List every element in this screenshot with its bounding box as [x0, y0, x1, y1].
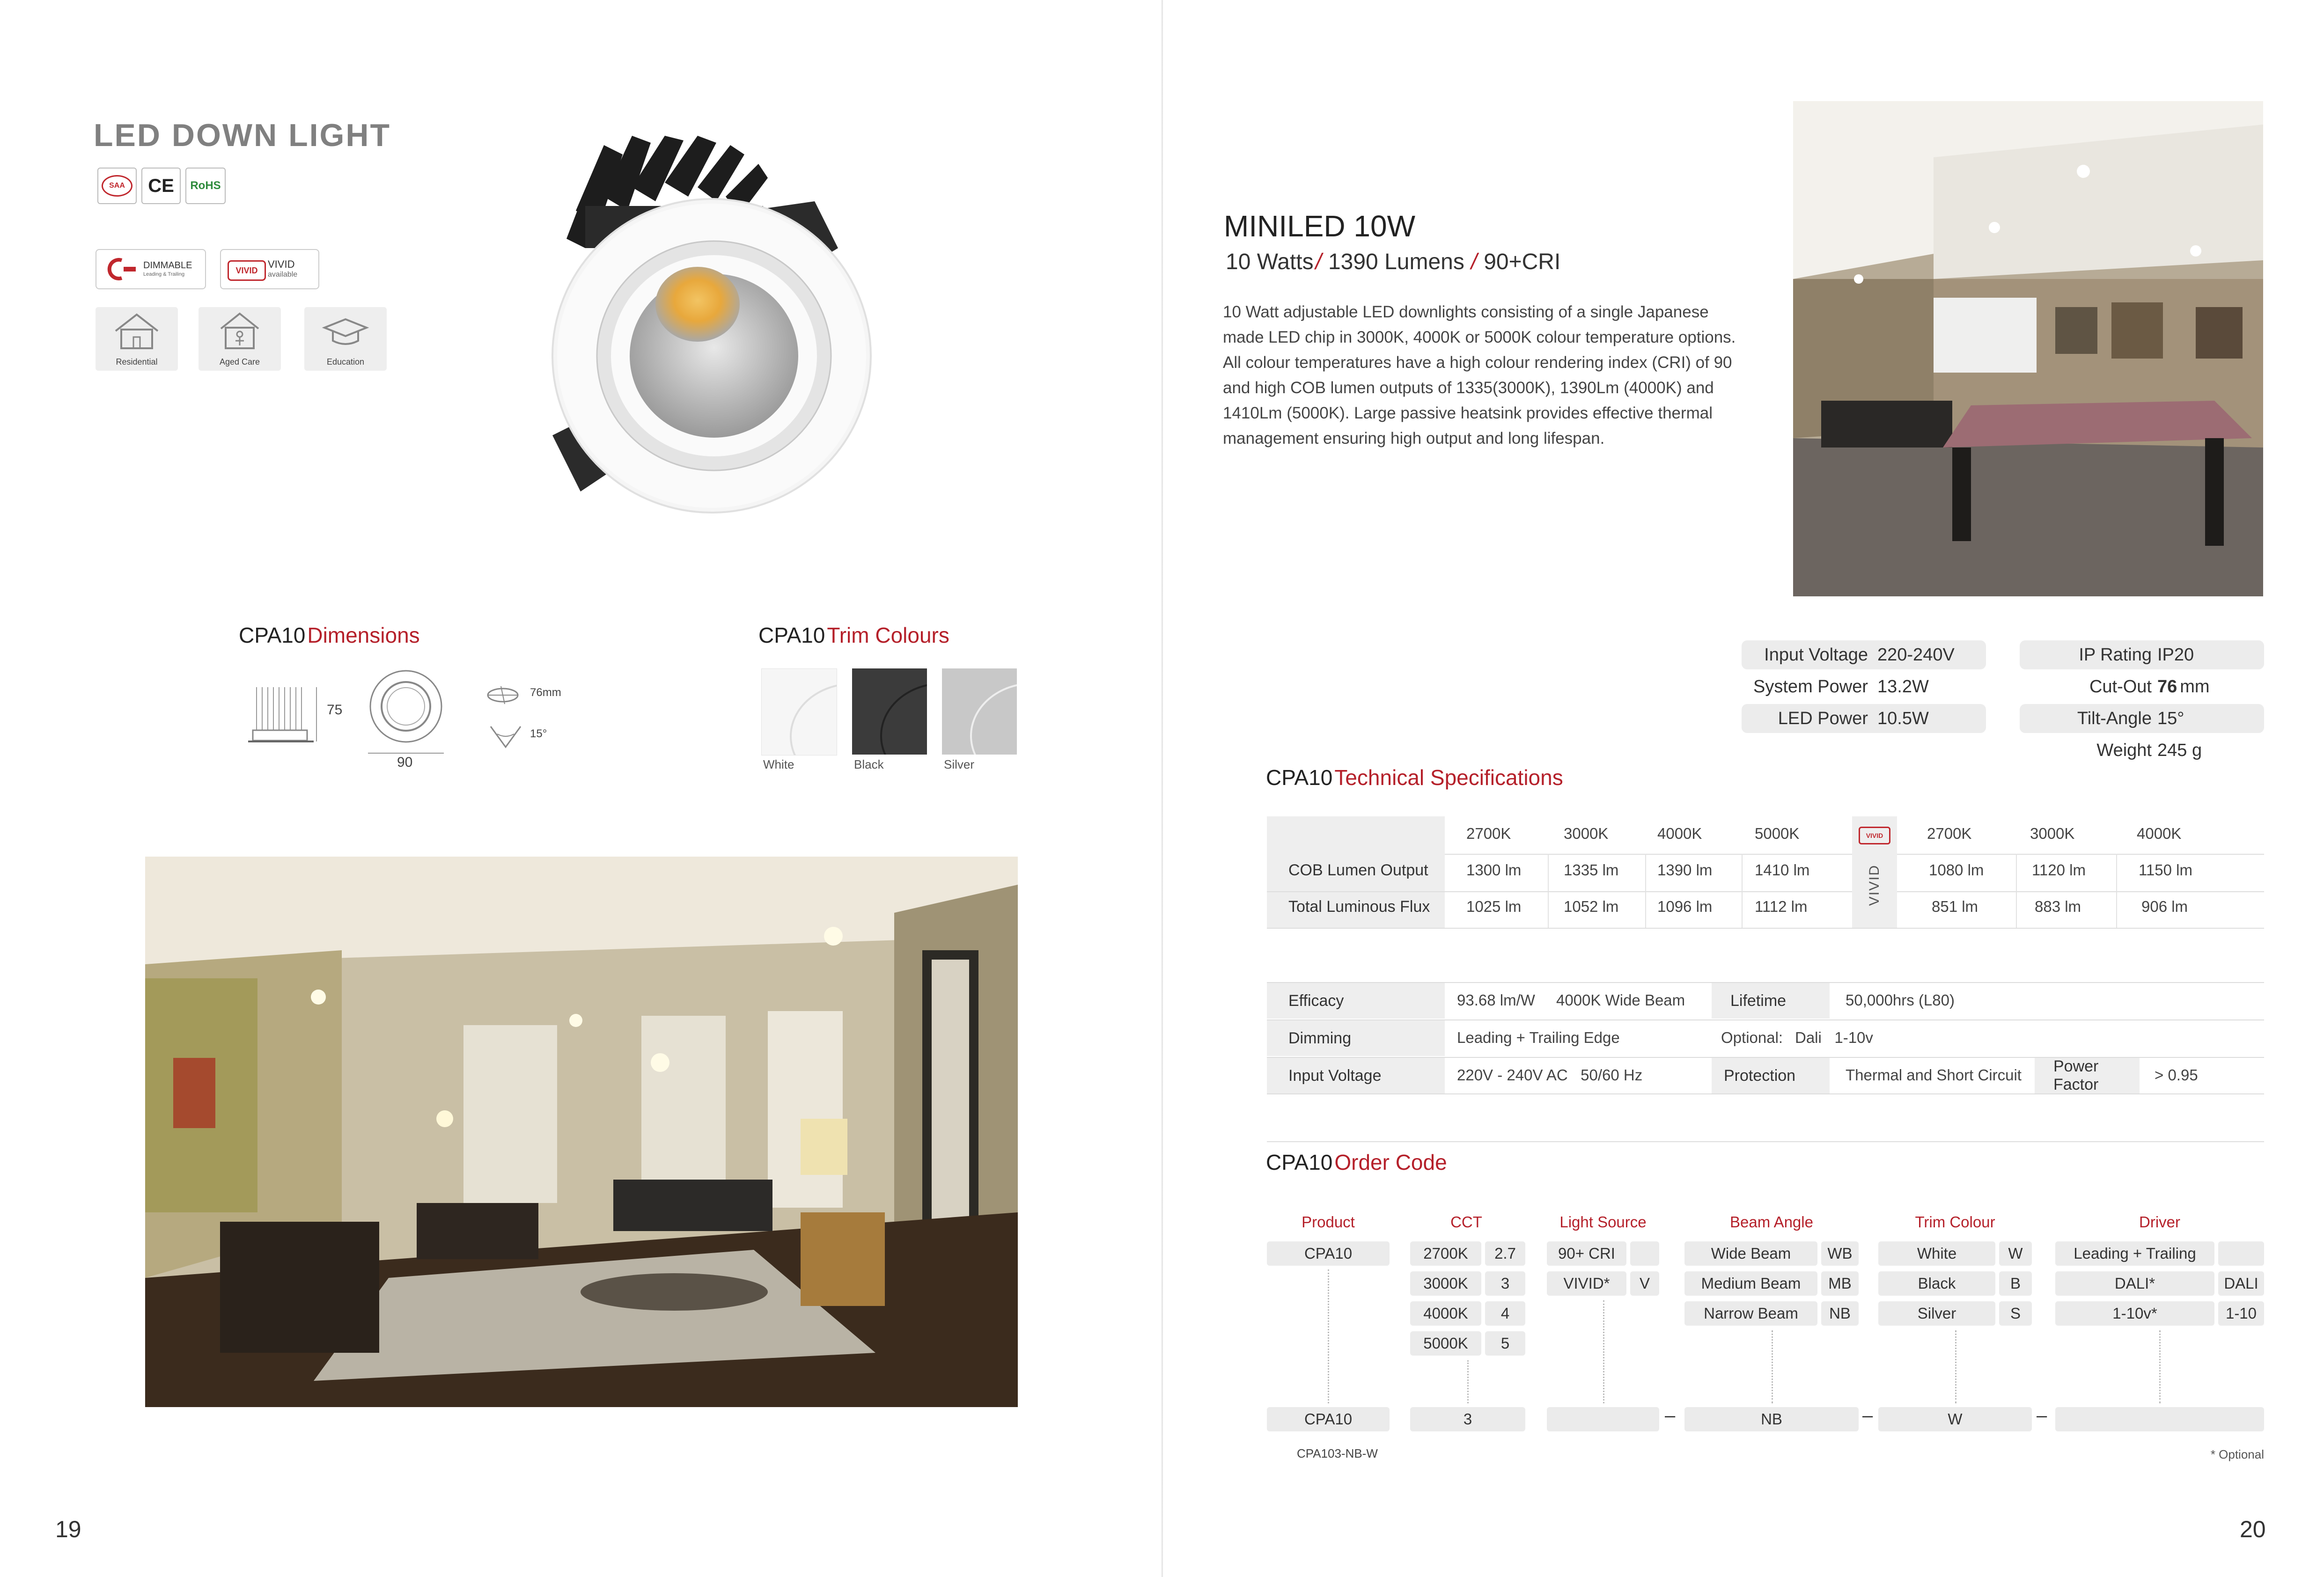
tech-spec-title	[1266, 765, 1563, 790]
order-trim-black[interactable]: Black	[1878, 1271, 1995, 1296]
row-cob-label: COB Lumen Output	[1288, 861, 1428, 879]
spec-system-power	[1742, 672, 1986, 701]
spec-weight-label: Weight	[2096, 740, 2152, 760]
spec-led-power	[1742, 704, 1986, 733]
order-cct-3000[interactable]: 3000K	[1410, 1271, 1481, 1296]
protection-label: Protection	[1712, 1058, 1830, 1093]
connector-driver	[2159, 1330, 2161, 1403]
spec-tilt-angle-value: 15°	[2157, 708, 2184, 728]
product-image	[529, 136, 904, 538]
row-flux-label: Total Luminous Flux	[1288, 898, 1430, 916]
input-voltage-value: 220V - 240V AC 50/60 Hz	[1457, 1066, 1643, 1084]
trim-colours-title	[758, 623, 949, 648]
order-cct-4000-code[interactable]: 4	[1485, 1301, 1525, 1326]
spec-cut-out-label: Cut-Out	[2089, 676, 2152, 697]
cob-5000: 1410 lm	[1755, 861, 1810, 879]
order-trim-white[interactable]: White	[1878, 1241, 1995, 1266]
cob-3000: 1335 lm	[1564, 861, 1619, 879]
vivid-column	[1852, 816, 1897, 928]
desc-line-3: All colour temperatures have a high colour rendering index (CRI) of 90	[1223, 353, 1732, 372]
order-trim-white-code[interactable]: W	[1999, 1241, 2032, 1266]
dimmable-sub: Leading & Trailing	[143, 271, 185, 277]
vivid-sub: available	[268, 271, 298, 279]
desc-line-1: 10 Watt adjustable LED downlights consisting of a single Japanese	[1223, 303, 1709, 321]
order-header-source: Light Source	[1559, 1213, 1647, 1231]
vivid-header-4000: 4000K	[2137, 825, 2182, 842]
spec-ip-rating	[2020, 640, 2264, 669]
desc-line-6: management ensuring high output and long lifespan.	[1223, 429, 1605, 447]
dimming-label: Dimming	[1267, 1020, 1445, 1056]
aged-care-app	[199, 307, 281, 371]
tech-label: Technical Specifications	[1334, 765, 1563, 790]
dimensions-model: CPA10	[239, 623, 306, 647]
cob-vivid-3000: 1120 lm	[2032, 861, 2086, 879]
product-description	[1223, 300, 1764, 451]
order-example: CPA103-NB-W	[1297, 1446, 1378, 1460]
order-cct-2700-code[interactable]: 2.7	[1485, 1241, 1525, 1266]
vivid-vertical-label: VIVID	[1867, 864, 1882, 906]
flux-3000: 1052 lm	[1564, 898, 1619, 915]
cct-header-5000: 5000K	[1755, 825, 1800, 842]
spec-led-power-label: LED Power	[1778, 708, 1868, 728]
power-factor-value: > 0.95	[2155, 1066, 2198, 1084]
flux-2700: 1025 lm	[1466, 898, 1522, 915]
connector-cct	[1467, 1360, 1469, 1403]
cct-header-2700: 2700K	[1466, 825, 1511, 842]
vivid-header-3000: 3000K	[2030, 825, 2075, 842]
cob-2700: 1300 lm	[1466, 861, 1522, 879]
order-cct-5000-code[interactable]: 5	[1485, 1331, 1525, 1356]
vivid-label: VIVID	[268, 258, 295, 270]
order-model: CPA10	[1266, 1150, 1333, 1174]
graduation-cap-icon	[320, 310, 371, 352]
height-dimension: 75	[327, 702, 343, 718]
order-cct-3000-code[interactable]: 3	[1485, 1271, 1525, 1296]
subtitle-watts: 10 Watts	[1226, 249, 1314, 274]
order-divider	[1267, 1141, 2264, 1142]
spec-tilt-angle	[2020, 704, 2264, 733]
spec-ip-rating-value: IP20	[2157, 645, 2194, 665]
col-divider	[1645, 854, 1646, 928]
spec-cut-out	[2020, 672, 2264, 701]
ce-badge	[141, 168, 181, 204]
dimmable-label: DIMMABLE	[143, 260, 192, 271]
subtitle-sep-2: /	[1471, 249, 1478, 274]
dimensions-label: Dimensions	[307, 623, 420, 647]
power-factor-label: Power Factor	[2035, 1058, 2140, 1093]
vivid-header-2700: 2700K	[1927, 825, 1972, 842]
order-beam-medium-code[interactable]: MB	[1821, 1271, 1859, 1296]
order-beam-wide[interactable]: Wide Beam	[1684, 1241, 1817, 1266]
col-divider	[2116, 854, 2117, 928]
desc-line-4: and high COB lumen outputs of 1335(3000K), 1390Lm (4000K) and	[1223, 379, 1714, 397]
result-beam: NB	[1684, 1407, 1859, 1431]
trim-white-label: White	[763, 757, 794, 771]
education-app	[304, 307, 387, 371]
rohs-badge	[185, 168, 226, 204]
optional-value: Dali 1-10v	[1795, 1029, 1873, 1046]
desc-line-2: made LED chip in 3000K, 4000K or 5000K colour temperature options.	[1223, 328, 1736, 346]
vivid-header-logo: VIVID	[1859, 827, 1890, 844]
flux-vivid-2700: 851 lm	[1932, 898, 1978, 915]
spec-ip-rating-label: IP Rating	[2079, 645, 2152, 665]
aged-care-label: Aged Care	[219, 357, 260, 367]
result-driver	[2055, 1407, 2264, 1431]
lumen-row-rule-bottom	[1267, 928, 2264, 929]
front-view-drawing	[368, 668, 444, 744]
order-code-title	[1266, 1150, 1447, 1175]
cob-vivid-4000: 1150 lm	[2139, 861, 2192, 879]
width-dim-line	[368, 753, 444, 754]
order-product-option[interactable]: CPA10	[1267, 1241, 1390, 1266]
col-divider	[1742, 854, 1743, 928]
order-beam-medium[interactable]: Medium Beam	[1684, 1271, 1817, 1296]
order-trim-silver[interactable]: Silver	[1878, 1301, 1995, 1326]
order-source-vivid[interactable]: VIVID*	[1547, 1271, 1626, 1296]
order-driver-110v[interactable]: 1-10v*	[2055, 1301, 2214, 1326]
games-room-photo	[1793, 101, 2263, 596]
tech-model: CPA10	[1266, 765, 1333, 790]
connector-source	[1603, 1300, 1604, 1403]
spec-cut-out-value: 76	[2157, 676, 2177, 697]
efficacy-label: Efficacy	[1267, 983, 1445, 1019]
order-cct-5000[interactable]: 5000K	[1410, 1331, 1481, 1356]
vivid-badge	[220, 249, 319, 289]
ce-label: CE	[148, 175, 174, 196]
dimmable-badge	[96, 249, 206, 289]
trim-swatch-white	[761, 668, 837, 755]
connector-product	[1328, 1269, 1329, 1403]
spec-input-voltage	[1742, 640, 1986, 669]
order-driver-110v-code[interactable]: 1-10	[2218, 1301, 2264, 1326]
spec-weight-value: 245 g	[2157, 740, 2202, 760]
residential-label: Residential	[116, 357, 158, 367]
order-header-product: Product	[1302, 1213, 1355, 1231]
cutout-dimension: 76mm	[530, 686, 561, 699]
order-driver-leading[interactable]: Leading + Trailing	[2055, 1241, 2214, 1266]
order-beam-narrow-code[interactable]: NB	[1821, 1301, 1859, 1326]
cct-header-3000: 3000K	[1564, 825, 1609, 842]
spec-input-voltage-value: 220-240V	[1877, 645, 1955, 665]
spec-system-power-value: 13.2W	[1877, 676, 1929, 697]
page-title: LED DOWN LIGHT	[94, 117, 391, 153]
result-dash-1: –	[1665, 1405, 1676, 1426]
order-beam-wide-code[interactable]: WB	[1821, 1241, 1859, 1266]
dimensions-title	[239, 623, 420, 648]
right-page	[1163, 0, 2324, 1577]
order-driver-leading-code[interactable]	[2218, 1241, 2264, 1266]
order-cct-4000[interactable]: 4000K	[1410, 1301, 1481, 1326]
flux-4000: 1096 lm	[1657, 898, 1713, 915]
result-trim: W	[1878, 1407, 2032, 1431]
trim-label: Trim Colours	[827, 623, 949, 647]
input-voltage-label: Input Voltage	[1267, 1058, 1445, 1093]
dimming-value: Leading + Trailing Edge	[1457, 1029, 1620, 1046]
left-page	[0, 0, 1161, 1577]
order-source-90cri-code[interactable]	[1630, 1241, 1659, 1266]
product-subtitle	[1226, 249, 1560, 275]
page-number-left: 19	[55, 1516, 81, 1542]
vivid-logo: VIVID	[228, 260, 266, 281]
order-beam-narrow[interactable]: Narrow Beam	[1684, 1301, 1817, 1326]
lumen-table-header-bg	[1267, 816, 1445, 854]
side-profile-drawing	[248, 683, 318, 749]
spec-system-power-label: System Power	[1753, 676, 1868, 697]
result-dash-3: –	[2037, 1405, 2047, 1426]
connector-beam	[1772, 1330, 1773, 1403]
living-room-photo	[145, 857, 1018, 1407]
order-trim-black-code[interactable]: B	[1999, 1271, 2032, 1296]
result-dash-2: –	[1862, 1405, 1873, 1426]
angle-dimension: 15°	[530, 727, 547, 740]
width-dimension: 90	[397, 755, 413, 770]
saa-badge	[97, 168, 137, 204]
order-header-trim: Trim Colour	[1915, 1213, 1995, 1231]
optional-note: * Optional	[2210, 1447, 2264, 1461]
lumen-table	[1267, 816, 2264, 929]
order-header-driver: Driver	[2139, 1213, 2180, 1231]
order-source-vivid-code[interactable]: V	[1630, 1271, 1659, 1296]
saa-label: SAA	[102, 175, 132, 197]
rohs-label: RoHS	[190, 179, 221, 192]
dimmer-icon	[103, 257, 140, 281]
order-cct-2700[interactable]: 2700K	[1410, 1241, 1481, 1266]
lumen-row-rule-mid	[1267, 891, 2264, 892]
cob-vivid-2700: 1080 lm	[1929, 861, 1984, 879]
spec-cut-out-unit: mm	[2180, 676, 2210, 697]
spec-input-voltage-label: Input Voltage	[1764, 645, 1868, 665]
order-label: Order Code	[1334, 1150, 1447, 1174]
subtitle-sep-1: /	[1315, 249, 1322, 274]
trim-model: CPA10	[758, 623, 825, 647]
education-label: Education	[326, 357, 365, 367]
residential-app	[96, 307, 178, 371]
order-source-90cri[interactable]: 90+ CRI	[1547, 1241, 1626, 1266]
efficacy-value: 93.68 lm/W	[1457, 991, 1535, 1009]
page-number-right: 20	[2240, 1516, 2266, 1542]
spec-weight	[2020, 736, 2264, 765]
optional-label: Optional:	[1721, 1029, 1783, 1046]
beam-angle-icon	[487, 723, 524, 751]
performance-table	[1267, 982, 2264, 1094]
cutout-icon	[484, 683, 522, 707]
cct-header-4000: 4000K	[1657, 825, 1702, 842]
lifetime-label: Lifetime	[1712, 983, 1830, 1019]
flux-vivid-3000: 883 lm	[2035, 898, 2081, 915]
subtitle-lumens: 1390 Lumens	[1328, 249, 1464, 274]
cob-4000: 1390 lm	[1657, 861, 1713, 879]
order-header-cct: CCT	[1450, 1213, 1482, 1231]
col-divider	[1548, 854, 1549, 928]
efficacy-note: 4000K Wide Beam	[1556, 991, 1685, 1009]
result-cct: 3	[1410, 1407, 1525, 1431]
spec-tilt-angle-label: Tilt-Angle	[2077, 708, 2152, 728]
order-trim-silver-code[interactable]: S	[1999, 1301, 2032, 1326]
trim-black-label: Black	[854, 757, 884, 771]
trim-swatch-black	[852, 668, 927, 755]
house-icon	[111, 310, 162, 352]
trim-swatch-silver	[942, 668, 1017, 755]
result-product: CPA10	[1267, 1407, 1390, 1431]
order-header-beam: Beam Angle	[1730, 1213, 1813, 1231]
product-title: MINILED 10W	[1224, 209, 1415, 243]
trim-silver-label: Silver	[944, 757, 975, 771]
connector-trim	[1955, 1330, 1956, 1403]
protection-value: Thermal and Short Circuit	[1846, 1066, 2022, 1084]
downlight-illustration	[529, 136, 904, 538]
lifetime-value: 50,000hrs (L80)	[1846, 991, 1955, 1009]
order-driver-dali[interactable]: DALI*	[2055, 1271, 2214, 1296]
care-home-icon	[214, 310, 265, 352]
order-driver-dali-code[interactable]: DALI	[2218, 1271, 2264, 1296]
desc-line-5: 1410Lm (5000K). Large passive heatsink provides effective thermal	[1223, 404, 1713, 422]
flux-5000: 1112 lm	[1755, 898, 1808, 915]
spec-led-power-value: 10.5W	[1877, 708, 1929, 728]
result-source	[1547, 1407, 1659, 1431]
subtitle-cri: 90+CRI	[1484, 249, 1561, 274]
flux-vivid-4000: 906 lm	[2141, 898, 2188, 915]
col-divider	[2016, 854, 2017, 928]
